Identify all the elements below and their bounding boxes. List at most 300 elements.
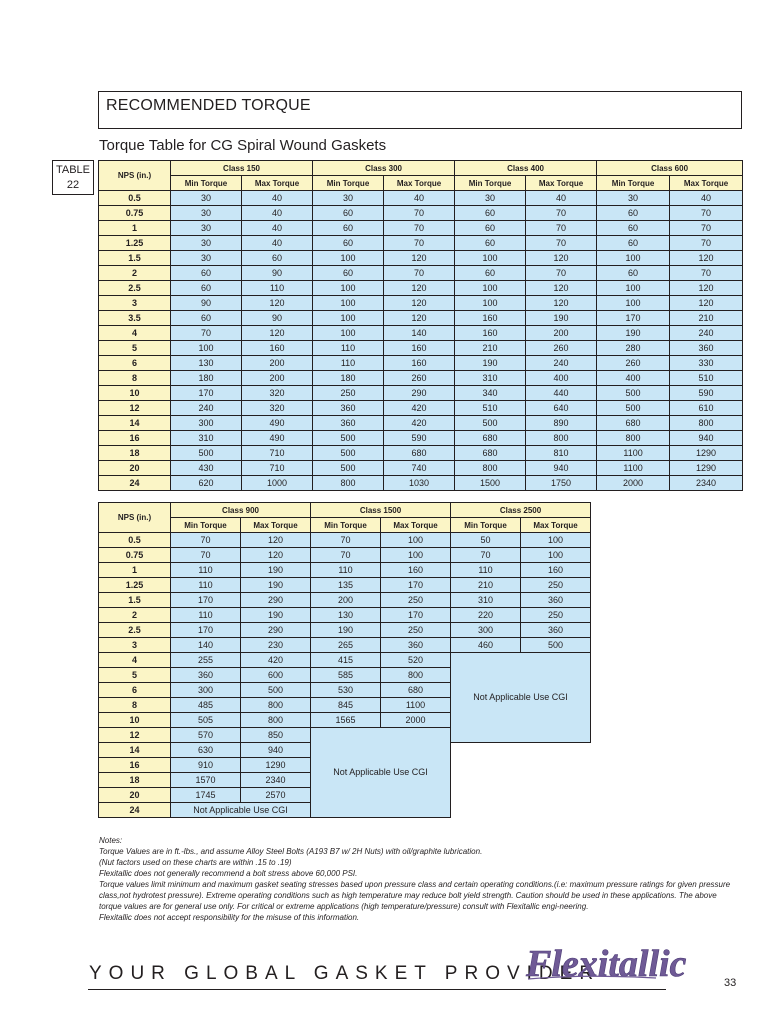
min-torque-header: Min Torque <box>451 518 521 533</box>
note-line: Torque values limit minimum and maximum gasket seating stresses based upon pressure class and certain operating conditions.(i.e: maximum pressure ratings for given pressure class,not hydrotest pressure). Extreme operating conditions such as high temperature may reduce bolt yield strength. Caution should be used in these applications. The above torque values are for general use only. For critical or extreme applications (high temperature/pressure) consult with Flexitallic engi-neering. <box>99 880 731 911</box>
torque-cell: 70 <box>670 221 743 236</box>
note-line: Notes: <box>99 836 123 845</box>
torque-cell: 170 <box>381 608 451 623</box>
torque-cell: 310 <box>171 431 242 446</box>
torque-cell: 70 <box>311 548 381 563</box>
nps-cell: 0.5 <box>99 533 171 548</box>
torque-cell: 490 <box>242 431 313 446</box>
nps-cell: 10 <box>99 386 171 401</box>
table-row <box>99 431 743 446</box>
torque-cell: 100 <box>597 296 670 311</box>
torque-cell: 250 <box>521 578 591 593</box>
torque-cell: 500 <box>521 638 591 653</box>
torque-cell: 420 <box>384 401 455 416</box>
torque-cell: 135 <box>311 578 381 593</box>
min-torque-header: Min Torque <box>455 176 526 191</box>
torque-cell: 1570 <box>171 773 241 788</box>
torque-cell: 1500 <box>455 476 526 491</box>
torque-cell: 800 <box>670 416 743 431</box>
table-row <box>99 386 743 401</box>
nps-cell: 2.5 <box>99 623 171 638</box>
torque-cell: 500 <box>597 386 670 401</box>
torque-cell: 210 <box>455 341 526 356</box>
nps-cell: 14 <box>99 416 171 431</box>
torque-cell: 800 <box>597 431 670 446</box>
nps-cell: 0.5 <box>99 191 171 206</box>
nps-cell: 8 <box>99 371 171 386</box>
torque-cell: 90 <box>171 296 242 311</box>
torque-cell: 70 <box>171 533 241 548</box>
table-row <box>99 533 591 548</box>
nps-cell: 3.5 <box>99 311 171 326</box>
nps-cell: 2 <box>99 266 171 281</box>
nps-cell: 1 <box>99 563 171 578</box>
torque-cell: 2340 <box>241 773 311 788</box>
nps-cell: 3 <box>99 638 171 653</box>
torque-cell: 2340 <box>670 476 743 491</box>
torque-cell: 940 <box>241 743 311 758</box>
torque-cell: 30 <box>313 191 384 206</box>
table-row <box>99 476 743 491</box>
torque-cell: 530 <box>311 683 381 698</box>
flexitallic-logo <box>524 938 687 988</box>
torque-cell: 40 <box>670 191 743 206</box>
torque-cell: 90 <box>242 311 313 326</box>
nps-cell: 6 <box>99 683 171 698</box>
torque-cell: 510 <box>455 401 526 416</box>
torque-cell: 60 <box>597 206 670 221</box>
torque-cell: 420 <box>384 416 455 431</box>
torque-cell: 110 <box>171 608 241 623</box>
torque-cell: 360 <box>313 401 384 416</box>
section-title: RECOMMENDED TORQUE <box>106 97 311 114</box>
table-row <box>99 206 743 221</box>
footer-tagline: YOUR GLOBAL GASKET PROVIDER <box>89 963 601 984</box>
torque-cell: 160 <box>384 341 455 356</box>
torque-cell: 190 <box>526 311 597 326</box>
torque-cell: 240 <box>171 401 242 416</box>
nps-cell: 10 <box>99 713 171 728</box>
nps-cell: 2.5 <box>99 281 171 296</box>
torque-cell: 360 <box>313 416 384 431</box>
nps-cell: 20 <box>99 788 171 803</box>
torque-cell: 70 <box>526 266 597 281</box>
torque-cell: 290 <box>241 623 311 638</box>
class-header: Class 400 <box>455 161 597 176</box>
torque-cell: 160 <box>242 341 313 356</box>
torque-cell: 200 <box>242 356 313 371</box>
torque-cell: 100 <box>455 281 526 296</box>
torque-cell: 940 <box>670 431 743 446</box>
torque-cell: 70 <box>670 266 743 281</box>
min-torque-header: Min Torque <box>171 518 241 533</box>
torque-cell: 280 <box>597 341 670 356</box>
torque-cell: 30 <box>171 221 242 236</box>
torque-cell: 130 <box>311 608 381 623</box>
torque-cell: 160 <box>381 563 451 578</box>
torque-cell: 50 <box>451 533 521 548</box>
torque-cell: 70 <box>384 206 455 221</box>
torque-cell: 140 <box>384 326 455 341</box>
torque-cell: 290 <box>384 386 455 401</box>
torque-cell: 190 <box>241 578 311 593</box>
max-torque-header: Max Torque <box>242 176 313 191</box>
torque-cell: 300 <box>171 416 242 431</box>
nps-cell: 8 <box>99 698 171 713</box>
torque-cell: 680 <box>384 446 455 461</box>
torque-cell: 310 <box>451 593 521 608</box>
torque-cell: 120 <box>526 251 597 266</box>
torque-cell: 40 <box>242 206 313 221</box>
torque-cell: 120 <box>384 296 455 311</box>
torque-cell: 160 <box>455 311 526 326</box>
torque-cell: 120 <box>384 251 455 266</box>
torque-cell: 60 <box>313 221 384 236</box>
torque-cell: 680 <box>455 431 526 446</box>
max-torque-header: Max Torque <box>381 518 451 533</box>
torque-cell: 500 <box>313 461 384 476</box>
torque-cell: 170 <box>381 578 451 593</box>
torque-cell: 800 <box>455 461 526 476</box>
nps-cell: 3 <box>99 296 171 311</box>
torque-cell: 100 <box>313 251 384 266</box>
torque-cell: 570 <box>171 728 241 743</box>
torque-cell: 170 <box>171 623 241 638</box>
torque-cell: 30 <box>171 206 242 221</box>
torque-cell: 100 <box>521 548 591 563</box>
torque-cell: 110 <box>311 563 381 578</box>
table-row <box>99 638 591 653</box>
torque-cell: 1000 <box>242 476 313 491</box>
nps-cell: 6 <box>99 356 171 371</box>
torque-cell: 120 <box>242 326 313 341</box>
torque-cell: 940 <box>526 461 597 476</box>
torque-cell: 70 <box>171 326 242 341</box>
nps-header: NPS (in.) <box>99 161 171 191</box>
logo-wordmark: Flexitallic <box>526 943 687 985</box>
nps-cell: 2 <box>99 608 171 623</box>
torque-cell: 100 <box>313 311 384 326</box>
torque-cell: 300 <box>451 623 521 638</box>
torque-cell: 100 <box>521 533 591 548</box>
footer-rule <box>88 989 666 990</box>
torque-cell: 100 <box>381 533 451 548</box>
torque-cell: 710 <box>242 446 313 461</box>
torque-cell: 440 <box>526 386 597 401</box>
torque-cell: 100 <box>313 296 384 311</box>
torque-cell: 100 <box>171 341 242 356</box>
torque-cell: 500 <box>313 446 384 461</box>
table-row <box>99 236 743 251</box>
torque-cell: 200 <box>311 593 381 608</box>
table-row <box>99 401 743 416</box>
torque-cell: 360 <box>171 668 241 683</box>
torque-cell: 120 <box>670 281 743 296</box>
torque-cell: 640 <box>526 401 597 416</box>
torque-cell: 845 <box>311 698 381 713</box>
section-header-box <box>98 91 742 129</box>
torque-cell: 100 <box>597 281 670 296</box>
torque-cell: 1030 <box>384 476 455 491</box>
torque-cell: 420 <box>241 653 311 668</box>
max-torque-header: Max Torque <box>670 176 743 191</box>
torque-cell: 290 <box>241 593 311 608</box>
nps-cell: 12 <box>99 401 171 416</box>
torque-cell: 1100 <box>381 698 451 713</box>
torque-cell: 505 <box>171 713 241 728</box>
torque-cell: 110 <box>313 341 384 356</box>
torque-cell: 340 <box>455 386 526 401</box>
note-line: (Nut factors used on these charts are within .15 to .19) <box>99 858 292 867</box>
nps-cell: 18 <box>99 773 171 788</box>
torque-cell: 485 <box>171 698 241 713</box>
torque-cell: 60 <box>313 236 384 251</box>
note-line: Torque Values are in ft.-lbs., and assume Alloy Steel Bolts (A193 B7 w/ 2H Nuts) with oil/graphite lubrication. <box>99 847 483 856</box>
torque-cell: 300 <box>171 683 241 698</box>
table-row <box>99 251 743 266</box>
torque-cell: 460 <box>451 638 521 653</box>
torque-cell: 1290 <box>670 461 743 476</box>
torque-cell: 120 <box>241 533 311 548</box>
table-row <box>99 653 591 668</box>
torque-cell: 800 <box>313 476 384 491</box>
table-subtitle: Torque Table for CG Spiral Wound Gaskets <box>99 137 387 154</box>
table-row <box>99 191 743 206</box>
torque-cell: 70 <box>451 548 521 563</box>
nps-header: NPS (in.) <box>99 503 171 533</box>
torque-cell: 60 <box>171 281 242 296</box>
torque-table-class-900-2500 <box>98 502 591 818</box>
table-row <box>99 341 743 356</box>
note-line: Flexitallic does not generally recommend a bolt stress above 60,000 PSI. <box>99 869 358 878</box>
torque-cell: 1750 <box>526 476 597 491</box>
torque-cell: 30 <box>171 191 242 206</box>
torque-cell: 310 <box>455 371 526 386</box>
max-torque-header: Max Torque <box>521 518 591 533</box>
torque-cell: 120 <box>384 311 455 326</box>
class-header: Class 900 <box>171 503 311 518</box>
torque-cell: 1565 <box>311 713 381 728</box>
min-torque-header: Min Torque <box>597 176 670 191</box>
torque-cell: 110 <box>313 356 384 371</box>
table-row <box>99 578 591 593</box>
torque-cell: 585 <box>311 668 381 683</box>
torque-cell: 680 <box>381 683 451 698</box>
nps-cell: 4 <box>99 653 171 668</box>
min-torque-header: Min Torque <box>171 176 242 191</box>
torque-cell: 800 <box>526 431 597 446</box>
torque-cell: 140 <box>171 638 241 653</box>
table-row <box>99 416 743 431</box>
torque-cell: 70 <box>670 206 743 221</box>
torque-cell: 70 <box>311 533 381 548</box>
torque-cell: 60 <box>455 236 526 251</box>
torque-cell: 70 <box>384 236 455 251</box>
torque-cell: 60 <box>597 266 670 281</box>
nps-cell: 20 <box>99 461 171 476</box>
nps-cell: 5 <box>99 668 171 683</box>
torque-cell: 60 <box>597 236 670 251</box>
torque-cell: 590 <box>670 386 743 401</box>
nps-cell: 24 <box>99 803 171 818</box>
torque-cell: 630 <box>171 743 241 758</box>
nps-cell: 0.75 <box>99 206 171 221</box>
torque-cell: 170 <box>171 386 242 401</box>
table-row <box>99 446 743 461</box>
nps-cell: 18 <box>99 446 171 461</box>
torque-cell: 100 <box>313 326 384 341</box>
torque-cell: 500 <box>597 401 670 416</box>
nps-cell: 24 <box>99 476 171 491</box>
torque-cell: 60 <box>171 266 242 281</box>
torque-cell: 320 <box>242 401 313 416</box>
torque-cell: 120 <box>526 281 597 296</box>
torque-cell: 110 <box>171 563 241 578</box>
torque-cell: 1290 <box>241 758 311 773</box>
torque-cell: 180 <box>171 371 242 386</box>
torque-cell: 910 <box>171 758 241 773</box>
torque-cell: 30 <box>171 251 242 266</box>
torque-cell: 490 <box>242 416 313 431</box>
note-line: Flexitallic does not accept responsibility for the misuse of this information. <box>99 913 360 922</box>
torque-cell: 810 <box>526 446 597 461</box>
torque-cell: 100 <box>455 296 526 311</box>
torque-cell: 160 <box>455 326 526 341</box>
torque-cell: 620 <box>171 476 242 491</box>
torque-cell: 60 <box>313 266 384 281</box>
torque-cell: 360 <box>521 593 591 608</box>
max-torque-header: Max Torque <box>384 176 455 191</box>
torque-cell: 200 <box>242 371 313 386</box>
torque-cell: 240 <box>670 326 743 341</box>
torque-cell: 110 <box>451 563 521 578</box>
nps-cell: 16 <box>99 431 171 446</box>
torque-cell: 160 <box>521 563 591 578</box>
nps-cell: 4 <box>99 326 171 341</box>
torque-cell: 800 <box>241 698 311 713</box>
torque-cell: 70 <box>526 221 597 236</box>
torque-cell: 610 <box>670 401 743 416</box>
table-tag-label: TABLE <box>55 164 91 176</box>
torque-cell: 120 <box>241 548 311 563</box>
table-row <box>99 461 743 476</box>
torque-cell: 70 <box>526 236 597 251</box>
torque-cell: 590 <box>384 431 455 446</box>
nps-cell: 1.5 <box>99 593 171 608</box>
torque-cell: 260 <box>597 356 670 371</box>
table-row <box>99 311 743 326</box>
torque-cell: 710 <box>242 461 313 476</box>
torque-cell: 250 <box>381 623 451 638</box>
torque-cell: 110 <box>242 281 313 296</box>
torque-cell: 1100 <box>597 446 670 461</box>
torque-cell: 850 <box>241 728 311 743</box>
table-row <box>99 266 743 281</box>
torque-cell: 190 <box>311 623 381 638</box>
torque-cell: 415 <box>311 653 381 668</box>
table-tag-number: 22 <box>66 179 80 191</box>
table-row <box>99 281 743 296</box>
torque-cell: 170 <box>171 593 241 608</box>
torque-cell: 2000 <box>381 713 451 728</box>
torque-cell: 100 <box>381 548 451 563</box>
nps-cell: 16 <box>99 758 171 773</box>
torque-cell: 360 <box>381 638 451 653</box>
class-header: Class 1500 <box>311 503 451 518</box>
torque-cell: 40 <box>242 191 313 206</box>
torque-cell: 430 <box>171 461 242 476</box>
torque-cell: 2570 <box>241 788 311 803</box>
torque-cell: 40 <box>384 191 455 206</box>
torque-cell: 200 <box>526 326 597 341</box>
torque-cell: 60 <box>242 251 313 266</box>
torque-cell: 70 <box>384 266 455 281</box>
torque-cell: 400 <box>597 371 670 386</box>
torque-cell: 100 <box>597 251 670 266</box>
nps-cell: 12 <box>99 728 171 743</box>
torque-cell: 250 <box>313 386 384 401</box>
torque-cell: 600 <box>241 668 311 683</box>
torque-cell: 260 <box>526 341 597 356</box>
torque-cell: 500 <box>455 416 526 431</box>
torque-cell: 120 <box>670 251 743 266</box>
torque-cell: 400 <box>526 371 597 386</box>
torque-cell: 510 <box>670 371 743 386</box>
torque-cell: 890 <box>526 416 597 431</box>
torque-cell: 520 <box>381 653 451 668</box>
torque-cell: 230 <box>241 638 311 653</box>
table-row <box>99 563 591 578</box>
torque-cell: 70 <box>526 206 597 221</box>
nps-cell: 0.75 <box>99 548 171 563</box>
class-header: Class 600 <box>597 161 743 176</box>
torque-cell: 680 <box>455 446 526 461</box>
torque-cell: 70 <box>670 236 743 251</box>
not-applicable-cell-class-1500: Not Applicable Use CGI <box>311 728 451 818</box>
torque-cell: 40 <box>242 221 313 236</box>
torque-cell: 2000 <box>597 476 670 491</box>
torque-cell: 240 <box>526 356 597 371</box>
torque-cell: 40 <box>242 236 313 251</box>
nps-cell: 1 <box>99 221 171 236</box>
torque-cell: 130 <box>171 356 242 371</box>
torque-cell: 680 <box>597 416 670 431</box>
table-number-tag <box>52 160 94 195</box>
class-header: Class 2500 <box>451 503 591 518</box>
torque-cell: 255 <box>171 653 241 668</box>
table-row <box>99 623 591 638</box>
min-torque-header: Min Torque <box>313 176 384 191</box>
torque-cell: 30 <box>455 191 526 206</box>
torque-cell: 1290 <box>670 446 743 461</box>
torque-cell: 40 <box>526 191 597 206</box>
max-torque-header: Max Torque <box>526 176 597 191</box>
torque-cell: 360 <box>521 623 591 638</box>
torque-cell: 800 <box>381 668 451 683</box>
page-number: 33 <box>724 977 737 989</box>
nps-cell: 1.5 <box>99 251 171 266</box>
table-row <box>99 371 743 386</box>
table-row <box>99 221 743 236</box>
torque-cell: 70 <box>384 221 455 236</box>
torque-cell: 190 <box>455 356 526 371</box>
max-torque-header: Max Torque <box>241 518 311 533</box>
torque-cell: 220 <box>451 608 521 623</box>
torque-cell: 180 <box>313 371 384 386</box>
class-header: Class 150 <box>171 161 313 176</box>
torque-cell: 60 <box>455 206 526 221</box>
table-row <box>99 356 743 371</box>
